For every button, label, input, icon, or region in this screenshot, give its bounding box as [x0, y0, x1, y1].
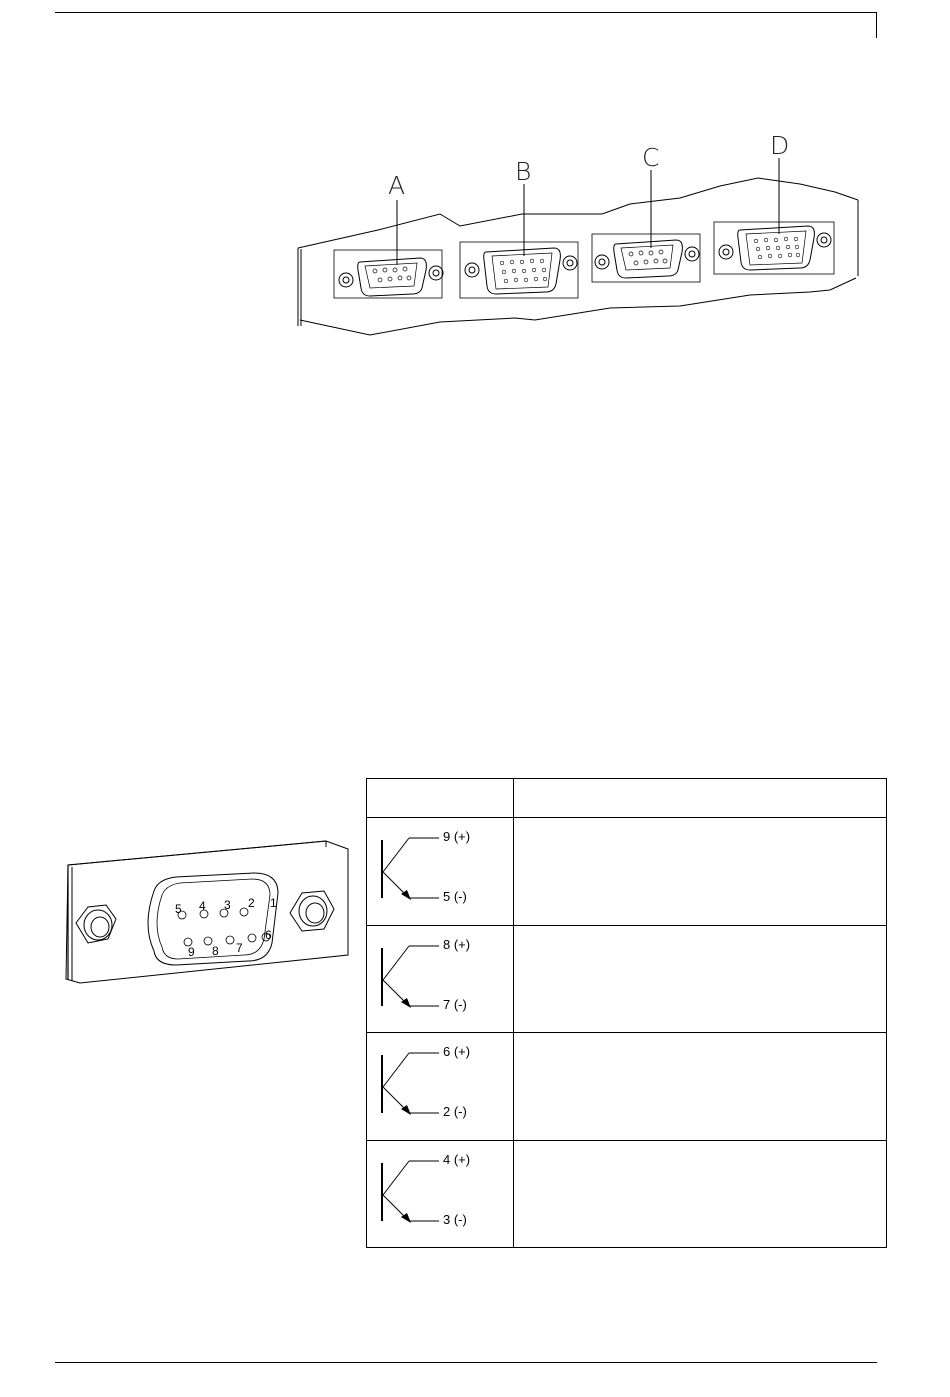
connector-letter-c: C — [642, 143, 660, 172]
sensor-description-cell — [514, 818, 887, 926]
sensor-symbol-cell — [367, 925, 514, 1033]
db9-pin-label-4: 4 — [199, 899, 206, 913]
positive-pin-label: 4 (+) — [443, 1151, 471, 1167]
sensor-description-cell — [514, 1140, 887, 1248]
sensor-symbol-cell — [367, 1140, 514, 1248]
header-rule — [55, 12, 877, 13]
connector-panel-figure — [290, 130, 870, 345]
table-row — [367, 1140, 887, 1248]
negative-pin-label: 7 (-) — [443, 996, 467, 1012]
db9-pin-label-6: 6 — [265, 928, 272, 942]
transistor-symbol — [367, 1141, 514, 1247]
connector-b — [460, 157, 578, 298]
db9-pin-label-3: 3 — [224, 898, 231, 912]
hex-nut-left — [76, 905, 116, 943]
sensor-description-cell — [514, 925, 887, 1033]
table-header-cell — [367, 779, 514, 818]
transistor-symbol — [367, 926, 514, 1032]
connector-c — [592, 143, 700, 282]
table-row — [367, 818, 887, 926]
table-header-cell — [514, 779, 887, 818]
db9-pin-label-5: 5 — [175, 902, 182, 916]
negative-pin-label: 2 (-) — [443, 1104, 467, 1119]
footer-rule — [55, 1362, 877, 1363]
positive-pin-label: 6 (+) — [443, 1044, 471, 1059]
positive-pin-label: 8 (+) — [443, 936, 471, 952]
connector-d — [714, 131, 834, 274]
db9-pin-label-1: 1 — [270, 896, 277, 910]
sensor-symbol-cell — [367, 1033, 514, 1141]
connector-letter-d: D — [770, 131, 790, 160]
table-header-row — [367, 779, 887, 818]
sensor-symbol-cell — [367, 818, 514, 926]
table-row — [367, 925, 887, 1033]
negative-pin-label: 5 (-) — [443, 889, 467, 904]
transistor-symbol — [367, 818, 514, 924]
db9-pin-label-9: 9 — [188, 945, 195, 959]
sensor-description-cell — [514, 1033, 887, 1141]
table-row — [367, 1033, 887, 1141]
connector-letter-a: A — [388, 171, 406, 200]
db9-connector-drawing — [58, 835, 358, 995]
negative-pin-label: 3 (-) — [443, 1211, 467, 1227]
hex-nut-right — [290, 891, 334, 931]
pin-assignment-table — [366, 778, 887, 1248]
transistor-symbol — [367, 1033, 514, 1139]
db9-pin-label-8: 8 — [212, 944, 219, 958]
connector-panel-drawing — [290, 130, 870, 345]
header-rule-tick — [876, 12, 877, 38]
connector-a — [334, 171, 443, 298]
db9-pin-label-7: 7 — [236, 941, 243, 955]
positive-pin-label: 9 (+) — [443, 829, 471, 844]
connector-letter-b: B — [515, 157, 532, 186]
db9-connector-figure — [58, 835, 358, 995]
db9-pin-label-2: 2 — [248, 896, 255, 910]
